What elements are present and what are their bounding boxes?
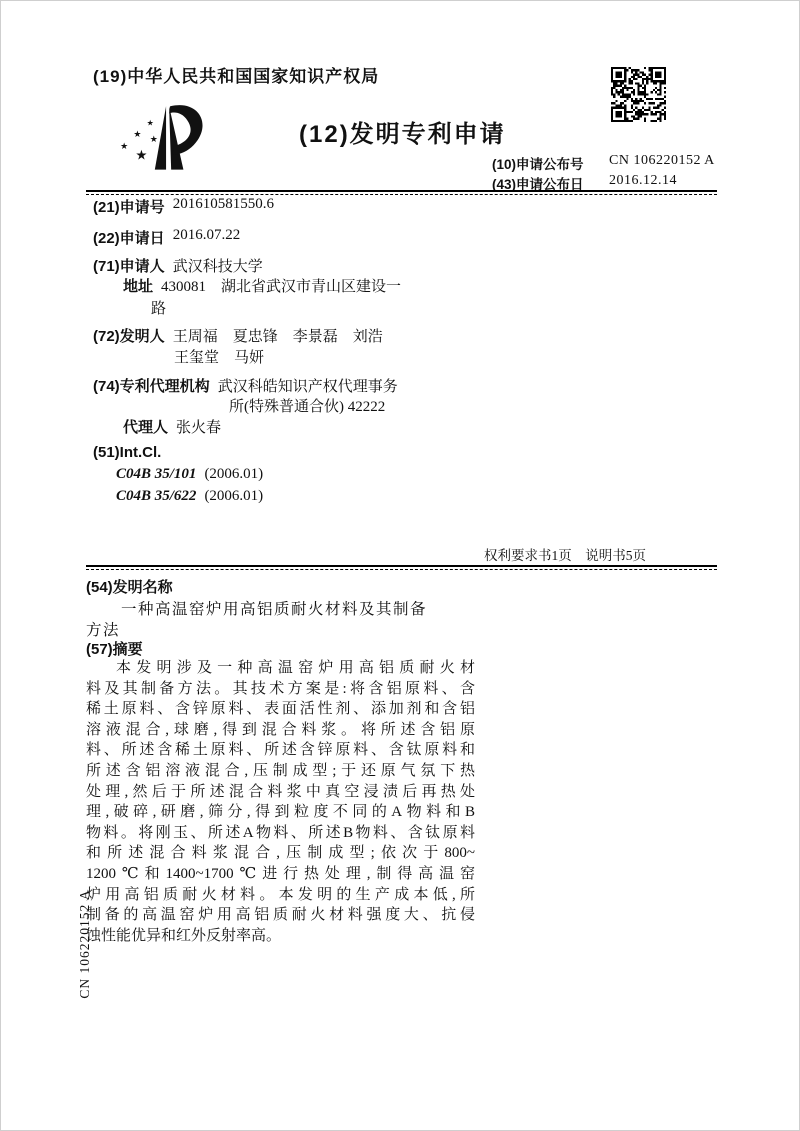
app-number-value: 201610581550.6 [172,196,274,212]
applicant-value: 武汉科技大学 [172,259,263,275]
abstract-line: 物料。将刚玉、所述A物料、所述B物料、含钛原料 [86,824,475,841]
abstract-line: 1200℃和1400~1700℃进行热处理,制得高温窑 [86,865,475,882]
inventors-row [93,325,383,346]
inventors-value: 王周福 夏忠锋 李景磊 刘浩 [172,329,383,345]
cnipa-logo-icon [115,100,212,180]
side-publication-code: CN 106220152 A [77,889,92,999]
abstract-line: 本发明涉及一种高温窑炉用高铝质耐火材 [116,660,475,676]
pages-note: 权利要求书1页 说明书5页 [484,548,646,563]
publication-number-row [492,153,715,173]
intcl-entry-1 [116,466,263,483]
invention-title-label: (54)发明名称 [86,579,173,596]
address-value: 430081 湖北省武汉市青山区建设一 [161,279,402,295]
app-number-label: (21)申请号 [93,199,165,216]
abstract-line: 所述含铝溶液混合,压制成型;于还原气氛下热 [86,762,475,779]
header-divider-rule [86,190,717,195]
abstract-line: 炉用高铝质耐火材料。本发明的生产成本低,所 [86,886,475,903]
svg-text:★: ★ [146,118,154,128]
document-type-title: (12)发明专利申请 [299,121,506,148]
pub-date-label: (43)申请公布日 [492,177,584,192]
app-date-label: (22)申请日 [93,230,165,247]
abstract-text [86,658,475,946]
intcl-ver-2: (2006.01) [204,488,264,504]
inventors-label: (72)发明人 [93,328,165,345]
pub-number-label: (10)申请公布号 [492,157,584,172]
abstract-line: 料、所述含稀土原料、所述含锌原料、含钛原料和 [86,742,475,759]
inventors-continuation: 王玺堂 马妍 [174,350,265,366]
abstract-line: 蚀性能优异和红外反射率高。 [86,927,282,944]
application-number-row [93,196,274,217]
agent-row [123,416,221,437]
abstract-label: (57)摘要 [86,641,143,658]
biblio-divider-rule [86,565,717,570]
svg-text:★: ★ [149,134,158,145]
svg-text:★: ★ [133,128,142,139]
patent-office-name: (19)中华人民共和国国家知识产权局 [93,67,380,86]
agency-label: (74)专利代理机构 [93,378,210,395]
app-date-value: 2016.07.22 [172,227,241,243]
abstract-line: 和所述混合料浆混合,压制成型;依次于800~ [86,845,475,862]
agent-value: 张火春 [176,420,222,436]
intcl-code-2: C04B 35/622 [116,488,197,504]
intcl-row [93,444,161,461]
pub-number-value: CN 106220152 A [609,153,715,168]
address-label: 地址 [123,278,154,295]
agency-continuation: 所(特殊普通合伙) 42222 [229,399,386,415]
pub-date-value: 2016.12.14 [609,173,677,188]
applicant-row [93,255,263,276]
qr-code-icon [611,67,666,122]
applicant-label: (71)申请人 [93,258,165,275]
agency-value: 武汉科皓知识产权代理事务 [217,379,398,395]
abstract-line: 溶液混合,球磨,得到混合料浆。将所述含铝原 [86,721,475,738]
invention-title-line2: 方法 [86,622,121,639]
svg-text:★: ★ [135,147,148,163]
intcl-code-1: C04B 35/101 [116,466,197,482]
intcl-ver-1: (2006.01) [204,466,264,482]
invention-title-line1: 一种高温窑炉用高铝质耐火材料及其制备 [121,601,428,618]
abstract-line: 料及其制备方法。其技术方案是:将含铝原料、含 [86,680,475,697]
application-date-row [93,227,240,248]
intcl-entry-2 [116,488,263,505]
intcl-label: (51)Int.Cl. [93,444,162,461]
abstract-line: 处理,然后于所述混合料浆中真空浸渍后再热处 [86,783,475,800]
address-row [123,275,401,296]
address-continuation: 路 [151,301,167,317]
agency-row [93,375,398,396]
abstract-line: 制备的高温窑炉用高铝质耐火材料强度大、抗侵 [86,907,475,924]
svg-text:★: ★ [120,141,129,152]
agent-label: 代理人 [123,419,169,436]
abstract-line: 理,破碎,研磨,筛分,得到粒度不同的A物料和B [86,804,475,821]
abstract-line: 稀土原料、含锌原料、表面活性剂、添加剂和含铝 [86,701,475,718]
